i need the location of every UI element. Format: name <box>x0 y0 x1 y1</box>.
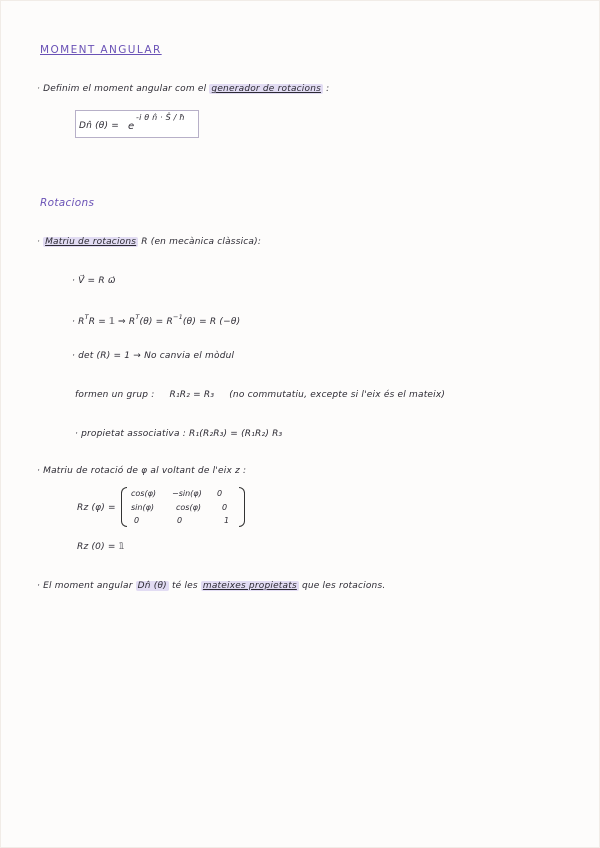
rotation-matrix-line <box>37 237 261 247</box>
formula-exponent: -i θ n̂ · Ŝ / ħ <box>136 113 186 122</box>
matrix-cell: cos(φ) <box>176 503 201 512</box>
rz-identity: Rz (0) = 𝟙 <box>77 542 125 552</box>
conclusion-mid: té les <box>171 581 198 591</box>
intro-prefix: Definim el moment angular com el <box>43 84 207 94</box>
formula-base: e <box>128 121 135 132</box>
prop2-sup-t2: T <box>135 313 140 321</box>
matrix-cell: 0 <box>222 503 228 512</box>
prop4-c: (no commutatiu, excepte si l'eix és el mateix) <box>229 390 446 400</box>
prop2-e: (θ) = R <box>139 317 173 327</box>
prop4-b: R₁R₂ = R₃ <box>169 390 215 400</box>
bullet: · <box>37 237 41 247</box>
matrix-cell: 0 <box>134 516 140 525</box>
matrix-right-bracket <box>239 487 245 527</box>
prop2-sup-t: T <box>84 313 89 321</box>
rotation-matrix-rest: R (en mecànica clàssica): <box>141 237 262 247</box>
conclusion-operator: Dn̂ (θ) <box>137 581 167 591</box>
matrix-cell: −sin(φ) <box>172 489 202 498</box>
rz-label: Rz (φ) = <box>77 503 116 513</box>
conclusion-highlight: mateixes propietats <box>202 581 297 591</box>
matrix-cell: sin(φ) <box>131 503 154 512</box>
prop2-c: R = 𝟙 ⇒ R <box>88 317 136 327</box>
prop2-a: · R <box>72 317 85 327</box>
bullet: · <box>37 84 41 94</box>
page-title: MOMENT ANGULAR <box>40 44 162 56</box>
rotation-matrix-highlight: Matriu de rotacions <box>45 237 137 247</box>
formula-box <box>75 110 199 138</box>
property-associative: · propietat associativa : R₁(R₂R₃) = (R₁R₂) R₃ <box>75 429 283 439</box>
property-velocity: · V⃗ = R ω⃗ <box>72 276 116 286</box>
intro-highlight: generador de rotacions <box>211 84 322 94</box>
conclusion-line <box>37 581 385 591</box>
property-determinant: · det (R) = 1 → No canvia el mòdul <box>72 351 235 361</box>
rz-matrix <box>121 487 245 527</box>
intro-line <box>37 84 329 94</box>
matrix-cell: 0 <box>217 489 223 498</box>
section-title: Rotacions <box>40 197 95 209</box>
matrix-cell: 1 <box>224 516 230 525</box>
matrix-cell: 0 <box>177 516 183 525</box>
matrix-cell: cos(φ) <box>131 489 156 498</box>
conclusion-prefix: · El moment angular <box>37 581 133 591</box>
prop2-sup-inv: −1 <box>172 313 183 321</box>
intro-suffix: : <box>326 84 330 94</box>
matrix-left-bracket <box>121 487 127 527</box>
conclusion-suffix: que les rotacions. <box>301 581 386 591</box>
property-orthogonal <box>72 313 240 327</box>
formula-lhs: Dn̂ (θ) = <box>79 121 120 131</box>
prop2-g: (θ) = R (−θ) <box>182 317 241 327</box>
prop4-a: formen un grup : <box>75 390 155 400</box>
property-group <box>75 390 445 400</box>
rz-intro: · Matriu de rotació de φ al voltant de l'eix z : <box>37 466 247 476</box>
